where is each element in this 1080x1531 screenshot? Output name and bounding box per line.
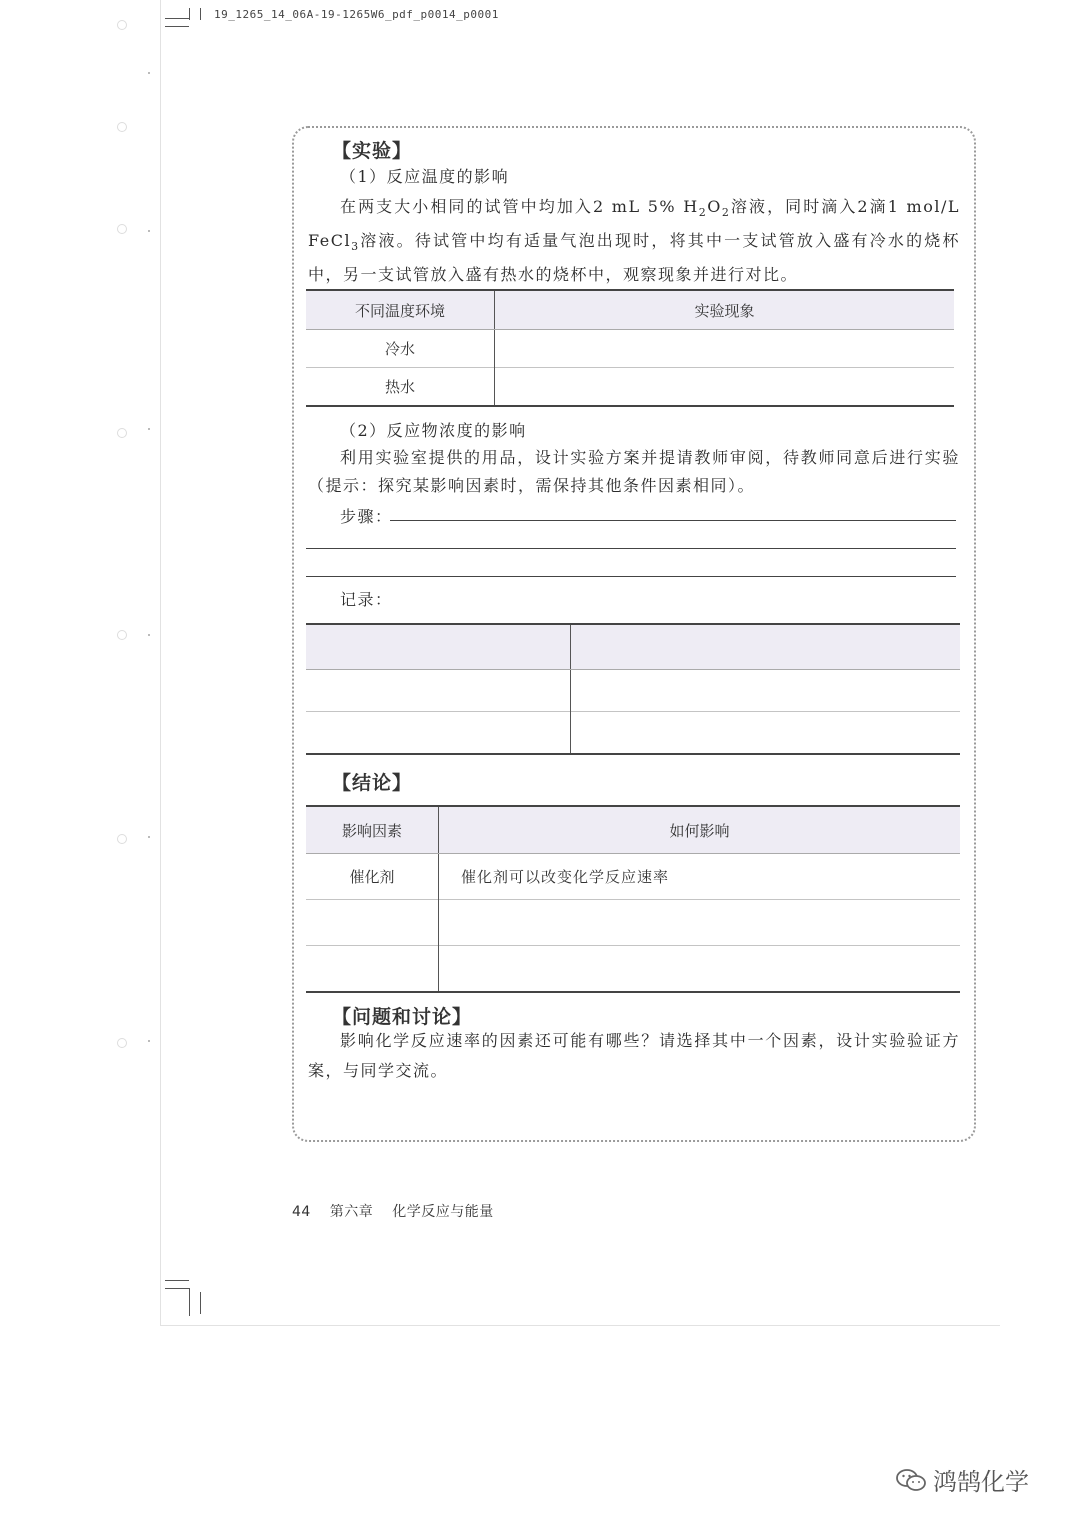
crop-mark [200, 8, 201, 20]
punch-hole [117, 122, 127, 132]
table-cell [306, 900, 439, 946]
table-cell [306, 946, 439, 992]
table-header: 不同温度环境 [306, 290, 495, 330]
punch-hole [117, 630, 127, 640]
record-table [306, 623, 960, 755]
page-number: 44 [292, 1204, 311, 1220]
part2-paragraph: 利用实验室提供的用品，设计实验方案并提请教师审阅，待教师同意后进行实验（提示：探究某影响因素时，需保持其他条件因素相同）。 [308, 448, 960, 495]
watermark-text: 鸿鹄化学 [933, 1468, 1029, 1496]
experiment-heading: 【实验】 [332, 140, 413, 162]
crop-mark [189, 8, 190, 20]
crop-mark [189, 1288, 190, 1316]
margin-tick [148, 230, 150, 232]
margin-tick [148, 428, 150, 430]
temperature-table [306, 289, 954, 407]
table-cell [495, 368, 955, 406]
table-cell [439, 946, 961, 992]
watermark [895, 1462, 1029, 1497]
crop-mark [200, 1292, 201, 1314]
table-header: 如何影响 [439, 806, 961, 854]
table-cell: 催化剂 [306, 854, 439, 900]
table-cell: 冷水 [306, 330, 495, 368]
steps-label: 步骤： [340, 507, 393, 526]
page-edge-bottom [160, 1325, 1000, 1326]
chapter-label: 第六章 [329, 1204, 374, 1220]
steps-answer-line [306, 548, 956, 549]
chapter-title: 化学反应与能量 [392, 1204, 494, 1220]
table-cell [571, 712, 961, 754]
steps-answer-line [306, 576, 956, 577]
crop-mark [165, 26, 189, 27]
table-cell [495, 330, 955, 368]
margin-tick [148, 836, 150, 838]
steps-answer-line [390, 520, 956, 521]
discussion-heading: 【问题和讨论】 [332, 1006, 473, 1028]
table-cell [571, 670, 961, 712]
table-cell [439, 900, 961, 946]
conclusion-heading: 【结论】 [332, 772, 413, 794]
table-cell [306, 670, 571, 712]
table-header [306, 624, 571, 670]
punch-hole [117, 834, 127, 844]
margin-tick [148, 1040, 150, 1042]
table-cell [306, 712, 571, 754]
table-cell: 热水 [306, 368, 495, 406]
part1-paragraph: 在两支大小相同的试管中均加入2 mL 5% $H_2O_2$溶液，同时滴入2滴1 mol/L FeCl$_3$溶液。待试管中均有适量气泡出现时，将其中一支试管放入盛有冷水的烧杯中，另一支试管放入盛有热水的烧杯中，观察现象并进行对比。 [308, 197, 960, 285]
crop-mark [165, 1280, 189, 1281]
table-header: 实验现象 [495, 290, 955, 330]
crop-mark [165, 1288, 189, 1289]
part1-title: （1）反应温度的影响 [340, 167, 510, 186]
punch-hole [117, 20, 127, 30]
margin-tick [148, 634, 150, 636]
conclusion-table [306, 805, 960, 993]
page-edge-left [160, 0, 161, 1325]
margin-tick [148, 72, 150, 74]
table-header [571, 624, 961, 670]
page-footer [292, 1201, 508, 1221]
table-cell: 催化剂可以改变化学反应速率 [439, 854, 961, 900]
record-label: 记录： [340, 590, 393, 609]
table-header: 影响因素 [306, 806, 439, 854]
wechat-icon [895, 1467, 927, 1493]
punch-hole [117, 428, 127, 438]
punch-hole [117, 224, 127, 234]
crop-mark [165, 18, 189, 19]
file-code: 19_1265_14_06A-19-1265W6_pdf_p0014_p0001 [214, 8, 499, 21]
discussion-paragraph: 影响化学反应速率的因素还可能有哪些？请选择其中一个因素，设计实验验证方案，与同学交流。 [308, 1031, 960, 1080]
part2-title: （2）反应物浓度的影响 [340, 421, 527, 440]
punch-hole [117, 1038, 127, 1048]
